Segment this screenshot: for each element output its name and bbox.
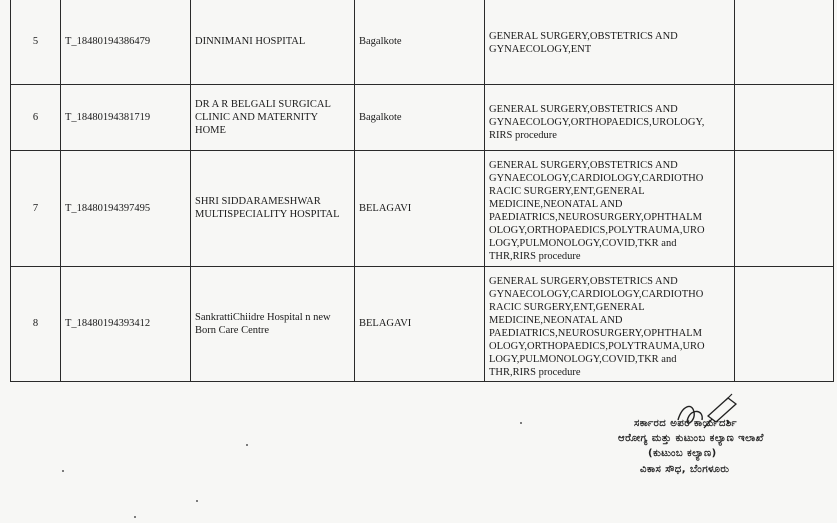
district: BELAGAVI — [355, 150, 485, 266]
hospital-name: DINNIMANI HOSPITAL — [191, 0, 355, 84]
scan-speck — [62, 470, 64, 472]
hospital-name: SHRI SIDDARAMESHWAR MULTISPECIALITY HOSPITAL — [191, 150, 355, 266]
scan-speck — [134, 516, 136, 518]
stamp-department: ಆರೋಗ್ಯ ಮತ್ತು ಕುಟುಂಬ ಕಲ್ಯಾಣ ಇಲಾಖೆ — [618, 433, 764, 444]
stamp-designation: ಸರ್ಕಾರದ ಅಪರ ಕಾರ್ಯದರ್ಶಿ — [634, 418, 738, 429]
specialities: GENERAL SURGERY,OBSTETRICS AND GYNAECOLOGY,ENT — [485, 0, 735, 84]
hospital-id: T_18480194386479 — [61, 0, 191, 84]
stamp-division: (ಕುಟುಂಬ ಕಲ್ಯಾಣ) — [648, 448, 717, 459]
serial-number: 7 — [11, 150, 61, 266]
scan-speck — [196, 500, 198, 502]
hospital-id: T_18480194397495 — [61, 150, 191, 266]
empty-cell — [735, 0, 834, 84]
hospital-name: SankrattiChiidre Hospital n new Born Care Centre — [191, 266, 355, 381]
empty-cell — [735, 150, 834, 266]
scan-speck — [246, 444, 248, 446]
specialities: GENERAL SURGERY,OBSTETRICS AND GYNAECOLOGY,ORTHOPAEDICS,UROLOGY, RIRS procedure — [485, 84, 735, 150]
stamp-address: ವಿಕಾಸ ಸೌಧ, ಬೆಂಗಳೂರು — [640, 464, 730, 475]
hospital-name: DR A R BELGALI SURGICAL CLINIC AND MATERNITY HOME — [191, 84, 355, 150]
hospital-id: T_18480194393412 — [61, 266, 191, 381]
empty-cell — [735, 84, 834, 150]
empty-cell — [735, 266, 834, 381]
table-row — [11, 0, 834, 84]
district: BELAGAVI — [355, 266, 485, 381]
specialities: GENERAL SURGERY,OBSTETRICS AND GYNAECOLOGY,CARDIOLOGY,CARDIOTHO RACIC SURGERY,ENT,GENERAL MEDICINE,NEONATAL AND PAEDIATRICS,NEUROSURGERY,OPHTHALM OLOGY,ORTHOPAEDICS,POLYTRAUMA,URO LOGY,PULMONOLOGY,COVID,TKR and THR,RIRS procedure — [485, 150, 735, 266]
serial-number: 6 — [11, 84, 61, 150]
table-row — [11, 266, 834, 381]
specialities: GENERAL SURGERY,OBSTETRICS AND GYNAECOLOGY,CARDIOLOGY,CARDIOTHO RACIC SURGERY,ENT,GENERAL MEDICINE,NEONATAL AND PAEDIATRICS,NEUROSURGERY,OPHTHALM OLOGY,ORTHOPAEDICS,POLYTRAUMA,URO LOGY,PULMONOLOGY,COVID,TKR and THR,RIRS procedure — [485, 266, 735, 381]
district: Bagalkote — [355, 0, 485, 84]
district: Bagalkote — [355, 84, 485, 150]
table-row — [11, 84, 834, 150]
hospital-table — [10, 0, 834, 382]
scan-speck — [520, 422, 522, 424]
hospital-id: T_18480194381719 — [61, 84, 191, 150]
serial-number: 8 — [11, 266, 61, 381]
serial-number: 5 — [11, 0, 61, 84]
table-row — [11, 150, 834, 266]
official-signature-stamp — [608, 388, 808, 488]
